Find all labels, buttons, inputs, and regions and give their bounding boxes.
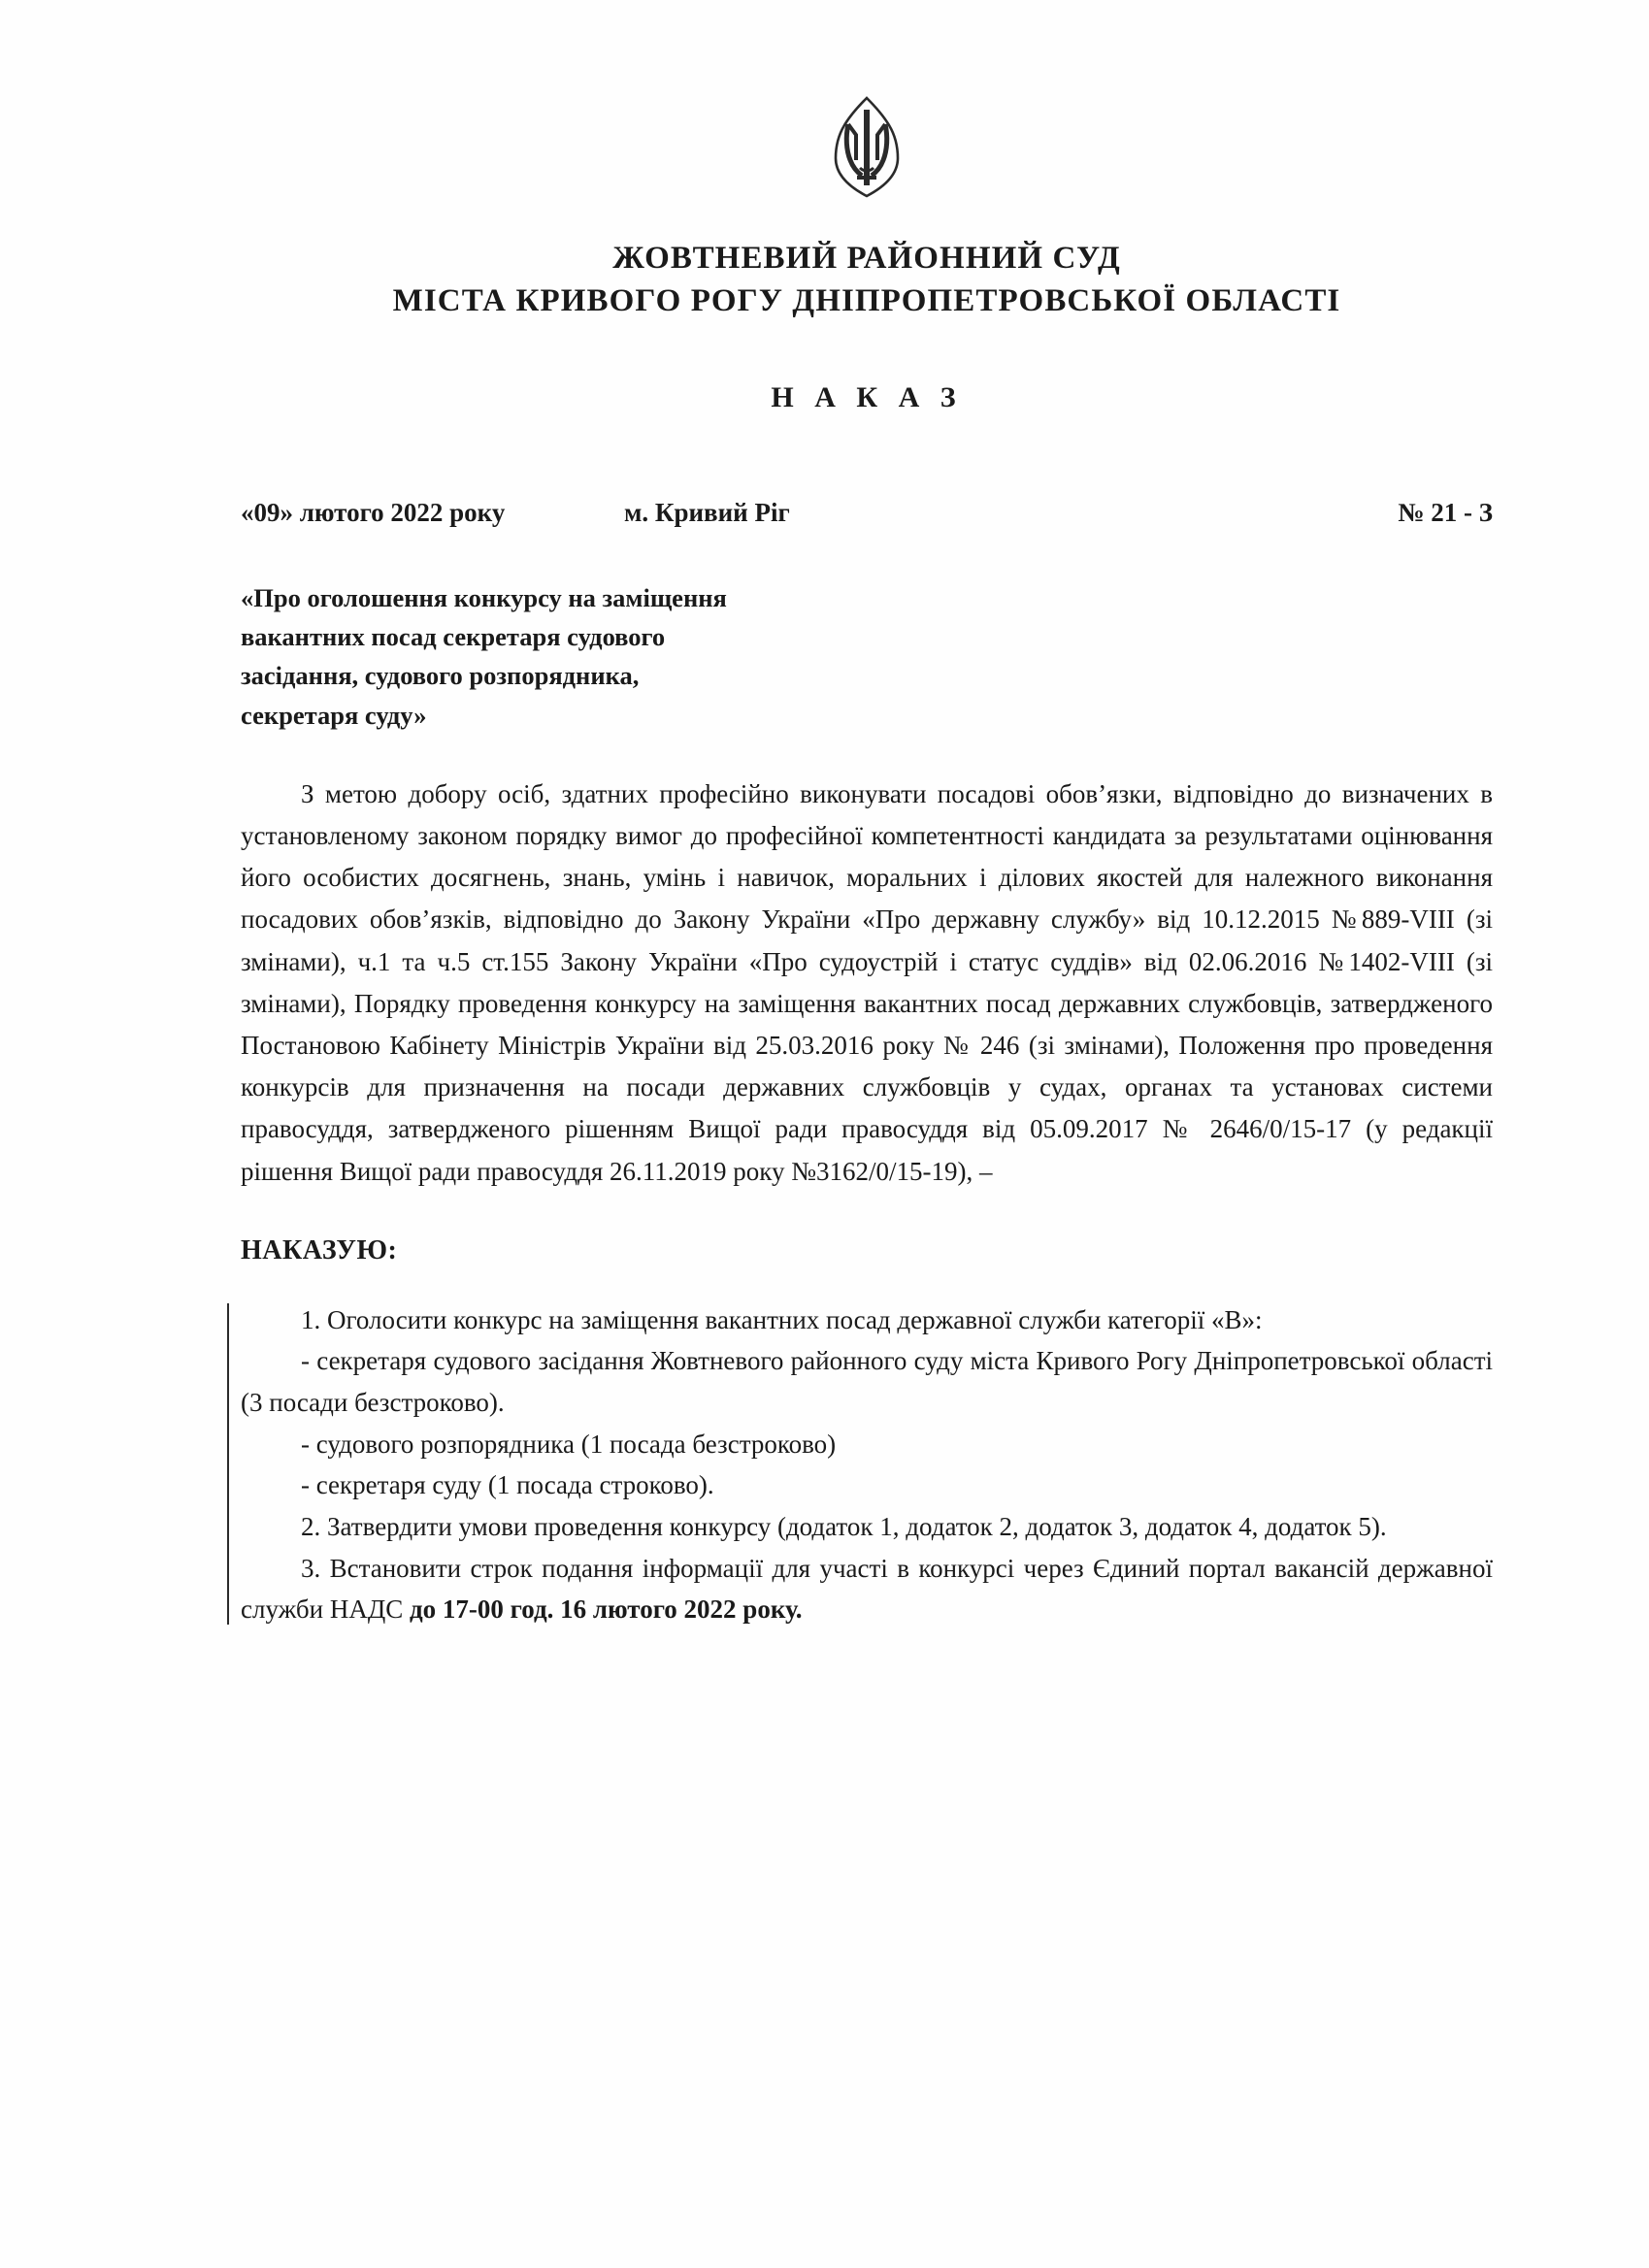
document-city: м. Кривий Ріг — [624, 497, 790, 527]
emblem-container — [241, 92, 1493, 201]
ukrainian-trident-coat-of-arms-icon — [825, 92, 908, 201]
order-item-1-position-a: - секретаря судового засідання Жовтневого районного суду міста Кривого Рогу Дніпропетровської області (3 посади безстроково). — [241, 1346, 1493, 1417]
order-item-3 — [241, 1548, 1493, 1630]
document-content — [241, 0, 1493, 1630]
preamble-paragraph: З метою добору осіб, здатних професійно виконувати посадові обов’язки, відповідно до визначених в установленому законом порядку вимог до професійної компетентності кандидата за результатами оцінювання його особистих досягнень, знань, умінь і навичок, моральних і ділових якостей для належного виконання посадових обов’язків, відповідно до Закону України «Про державну службу» від 10.12.2015 №889-VIII (зі змінами), ч.1 та ч.5 ст.155 Закону України «Про судоустрій і статус суддів» від 02.06.2016 №1402-VIII (зі змінами), Порядку проведення конкурсу на заміщення вакантних посад державних службовців, затвердженого Постановою Кабінету Міністрів України від 25.03.2016 року № 246 (зі змінами), Положення про проведення конкурсів для призначення на посади державних службовців у судах, органах та установах системи правосуддя, затвердженого рішенням Вищої ради правосуддя від 05.09.2017 № 2646/0/15-17 (у редакції рішення Вищої ради правосуддя 26.11.2019 року №3162/0/15-19), – — [241, 778, 1493, 1186]
court-title — [241, 238, 1493, 323]
document-number: № 21 - З — [1398, 497, 1493, 527]
document-meta-row — [241, 498, 1493, 528]
order-item-1-position-b: - судового розпорядника (1 посада безстроково) — [301, 1429, 837, 1459]
document-type: Н А К А З — [771, 380, 963, 413]
order-items-list — [241, 1299, 1493, 1630]
order-item-3-deadline: до 17-00 год. 16 лютого 2022 року. — [410, 1594, 803, 1625]
order-item-1-position-c: - секретаря суду (1 посада строково). — [301, 1470, 714, 1500]
order-item-1: 1. Оголосити конкурс на заміщення вакантних посад державної служби категорії «В»: — [301, 1304, 1263, 1334]
subject-line-3: засідання, судового розпорядника, — [241, 661, 640, 691]
subject-line-1: «Про оголошення конкурсу на заміщення — [241, 582, 727, 612]
subject-line-4: секретаря суду» — [241, 700, 427, 730]
order-item-3-text: 3. Встановити строк подання інформації для участі в конкурсі через Єдиний портал вакансій державної служби НАДС — [241, 1553, 1493, 1625]
order-keyword: НАКАЗУЮ: — [241, 1234, 398, 1265]
subject-line-2: вакантних посад секретаря судового — [241, 622, 666, 652]
document-subject — [241, 578, 1493, 735]
document-date: «09» лютого 2022 року — [241, 497, 506, 527]
court-title-line-1: ЖОВТНЕВИЙ РАЙОННИЙ СУД — [612, 241, 1121, 276]
court-title-line-2: МІСТА КРИВОГО РОГУ ДНІПРОПЕТРОВСЬКОЇ ОБЛАСТІ — [392, 282, 1341, 318]
order-item-2: 2. Затвердити умови проведення конкурсу (додаток 1, додаток 2, додаток 3, додаток 4, додаток 5). — [301, 1511, 1387, 1541]
